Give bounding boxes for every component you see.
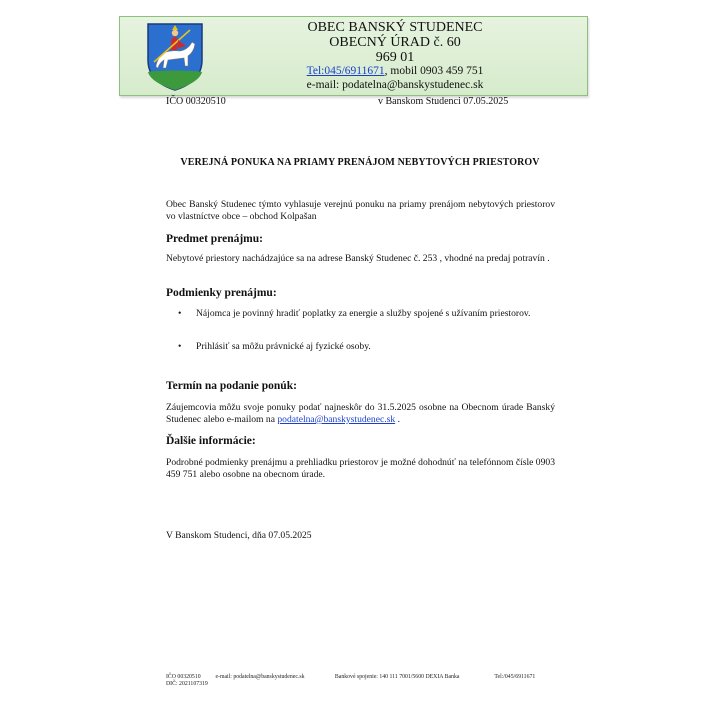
- office-name: OBECNÝ ÚRAD č. 60: [329, 35, 461, 50]
- ico-number: IČO 00320510: [166, 96, 226, 107]
- signoff-line: V Banskom Studenci, dňa 07.05.2025: [166, 530, 312, 541]
- termin-end: .: [395, 414, 400, 425]
- predmet-heading: Predmet prenájmu:: [166, 233, 263, 245]
- email-link[interactable]: podatelna@banskystudenec.sk: [277, 414, 396, 425]
- postal-code: 969 01: [375, 50, 415, 65]
- footer-tel: Tel:/045/6911671: [494, 674, 536, 680]
- footer-dic: DIČ: 2021107319: [166, 681, 208, 687]
- footer-ico: IČO 00320510: [166, 674, 201, 680]
- intro-paragraph: Obec Banský Studenec týmto vyhlasuje verejnú ponuku na priamy prenájom nebytových priestorov vo vlastníctve obce – obchod Kolpašan: [166, 199, 555, 222]
- dalsie-paragraph: Podrobné podmienky prenájmu a prehliadku priestorov je možné dohodnúť na telefónnom čísle 0903 459 751 alebo osobne na obecnom úrade.: [166, 457, 555, 480]
- bullet-dot: •: [178, 308, 182, 319]
- podmienky-heading: Podmienky prenájmu:: [166, 287, 277, 299]
- contact-email: e-mail: podatelna@banskystudenec.sk: [306, 78, 484, 91]
- predmet-paragraph: Nebytové priestory nachádzajúce sa na adrese Banský Studenec č. 253 , vhodné na predaj potravín .: [166, 253, 550, 264]
- mobile-number: , mobil 0903 459 751: [384, 65, 484, 77]
- page-footer: [166, 674, 556, 688]
- dalsie-heading: Ďalšie informácie:: [166, 435, 256, 447]
- place-date: v Banskom Studenci 07.05.2025: [378, 96, 509, 107]
- termin-heading: Termín na podanie ponúk:: [166, 380, 297, 392]
- contact-phone-line: [250, 65, 540, 79]
- municipality-name: OBEC BANSKÝ STUDENEC: [307, 20, 483, 35]
- phone-link[interactable]: Tel:045/6911671: [306, 65, 385, 77]
- coat-of-arms-icon: [144, 20, 206, 92]
- bullet-item: Nájomca je povinný hradiť poplatky za energie a služby spojené s užívaním priestorov.: [196, 308, 531, 319]
- bullet-item: Prihlásiť sa môžu právnické aj fyzické osoby.: [196, 341, 371, 352]
- termin-text: Záujemcovia môžu svoje ponuky podať najneskôr do 31.5.2025 osobne na Obecnom úrade Banský Studenec alebo e-mailom na: [166, 402, 555, 425]
- bullet-dot: •: [178, 341, 182, 352]
- letterhead-text: [250, 20, 540, 92]
- termin-paragraph: [166, 402, 555, 426]
- document-title: VEREJNÁ PONUKA NA PRIAMY PRENÁJOM NEBYTOVÝCH PRIESTOROV: [180, 157, 540, 168]
- footer-email: e-mail: podatelna@banskystudenec.sk: [215, 674, 305, 680]
- footer-bank: Bankové spojenie: 140 111 7001/5600 DEXIA Banka: [334, 674, 460, 680]
